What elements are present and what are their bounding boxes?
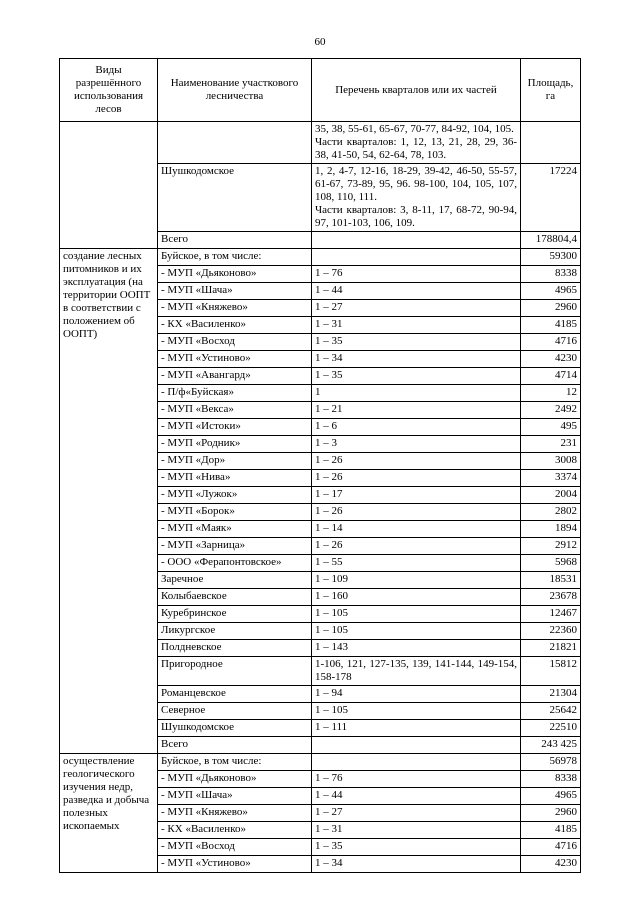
forestry-cell: - МУП «Родник» — [158, 436, 312, 453]
forestry-cell: - ООО «Ферапонтовское» — [158, 555, 312, 572]
forestry-cell: Буйское, в том числе: — [158, 754, 312, 771]
forestry-cell: Куребринское — [158, 606, 312, 623]
header-type: Виды разрешённого использования лесов — [60, 59, 158, 122]
forestry-cell: Северное — [158, 703, 312, 720]
area-cell: 59300 — [521, 249, 581, 266]
area-cell: 4716 — [521, 334, 581, 351]
forestry-cell: - МУП «Зарница» — [158, 538, 312, 555]
forestry-cell: Заречное — [158, 572, 312, 589]
area-cell: 22510 — [521, 720, 581, 737]
quarters-cell: 1 – 76 — [312, 771, 521, 788]
quarters-cell: 1 – 6 — [312, 419, 521, 436]
quarters-cell: 1 – 76 — [312, 266, 521, 283]
quarters-cell: 1 – 26 — [312, 453, 521, 470]
forestry-cell: Шушкодомское — [158, 720, 312, 737]
forestry-cell: Полдневское — [158, 640, 312, 657]
forestry-cell: - МУП «Лужок» — [158, 487, 312, 504]
area-cell: 2912 — [521, 538, 581, 555]
quarters-cell: 1 – 109 — [312, 572, 521, 589]
quarters-cell: 1 – 44 — [312, 788, 521, 805]
quarters-cell: 1 – 44 — [312, 283, 521, 300]
area-cell: 4965 — [521, 283, 581, 300]
quarters-cell: 1 – 34 — [312, 856, 521, 873]
forestry-cell: - МУП «Истоки» — [158, 419, 312, 436]
header-area: Площадь, га — [521, 59, 581, 122]
quarters-cell: 1 – 105 — [312, 703, 521, 720]
area-cell: 21821 — [521, 640, 581, 657]
area-cell: 4965 — [521, 788, 581, 805]
forestry-cell: Ликургское — [158, 623, 312, 640]
forestry-cell: - МУП «Маяк» — [158, 521, 312, 538]
area-cell: 3374 — [521, 470, 581, 487]
forestry-cell: - МУП «Дьяконово» — [158, 771, 312, 788]
area-cell: 4185 — [521, 822, 581, 839]
table-row — [60, 754, 581, 771]
header-forestry: Наименование участкового лесничества — [158, 59, 312, 122]
area-cell: 3008 — [521, 453, 581, 470]
forestry-cell: - МУП «Дьяконово» — [158, 266, 312, 283]
quarters-cell: 1-106, 121, 127-135, 139, 141-144, 149-154, 158-178 — [312, 657, 521, 686]
quarters-cell: 1 – 26 — [312, 470, 521, 487]
forestry-cell: - МУП «Устиново» — [158, 351, 312, 368]
quarters-cell — [312, 737, 521, 754]
forestry-cell: - КХ «Василенко» — [158, 317, 312, 334]
forestry-cell: Колыбаевское — [158, 589, 312, 606]
forestry-cell: - МУП «Нива» — [158, 470, 312, 487]
quarters-cell: 1 – 21 — [312, 402, 521, 419]
category-cell: осуществление геологического изучения недр, разведка и добыча полезных ископаемых — [60, 754, 158, 873]
area-cell: 2004 — [521, 487, 581, 504]
quarters-cell: 1 – 27 — [312, 300, 521, 317]
area-cell: 4716 — [521, 839, 581, 856]
area-cell: 56978 — [521, 754, 581, 771]
forestry-cell: - МУП «Княжево» — [158, 300, 312, 317]
quarters-cell: 1 – 26 — [312, 538, 521, 555]
forestry-cell: - МУП «Шача» — [158, 788, 312, 805]
area-cell: 178804,4 — [521, 232, 581, 249]
quarters-cell: 1 – 31 — [312, 822, 521, 839]
table-header-row — [60, 59, 581, 122]
area-cell: 231 — [521, 436, 581, 453]
area-cell: 2960 — [521, 805, 581, 822]
quarters-cell: 1 – 55 — [312, 555, 521, 572]
header-quarters: Перечень кварталов или их частей — [312, 59, 521, 122]
category-cell — [60, 122, 158, 249]
area-cell: 5968 — [521, 555, 581, 572]
forestry-cell: - МУП «Княжево» — [158, 805, 312, 822]
area-cell: 18531 — [521, 572, 581, 589]
table-row — [60, 122, 581, 164]
quarters-cell: 1 – 111 — [312, 720, 521, 737]
quarters-cell: 1 – 105 — [312, 606, 521, 623]
quarters-cell: 1 – 105 — [312, 623, 521, 640]
area-cell: 2492 — [521, 402, 581, 419]
forestry-cell: - КХ «Василенко» — [158, 822, 312, 839]
forestry-cell: - МУП «Авангард» — [158, 368, 312, 385]
area-cell: 4230 — [521, 856, 581, 873]
area-cell: 15812 — [521, 657, 581, 686]
quarters-cell: 1 – 35 — [312, 839, 521, 856]
page-number: 60 — [314, 36, 326, 48]
area-cell: 4185 — [521, 317, 581, 334]
forestry-cell: Романцевское — [158, 686, 312, 703]
forestry-cell: - П/ф«Буйская» — [158, 385, 312, 402]
quarters-cell: 1 – 35 — [312, 334, 521, 351]
area-cell: 8338 — [521, 266, 581, 283]
forestry-cell: Буйское, в том числе: — [158, 249, 312, 266]
quarters-cell: 1 – 143 — [312, 640, 521, 657]
quarters-cell: 1 – 160 — [312, 589, 521, 606]
quarters-cell: 1 – 17 — [312, 487, 521, 504]
area-cell: 2960 — [521, 300, 581, 317]
quarters-cell — [312, 232, 521, 249]
quarters-cell: 1 – 14 — [312, 521, 521, 538]
area-cell: 17224 — [521, 164, 581, 232]
forestry-cell: - МУП «Устиново» — [158, 856, 312, 873]
area-cell: 495 — [521, 419, 581, 436]
quarters-cell: 1 – 31 — [312, 317, 521, 334]
forestry-cell: Пригородное — [158, 657, 312, 686]
area-cell — [521, 122, 581, 164]
forestry-cell: - МУП «Векса» — [158, 402, 312, 419]
area-cell: 25642 — [521, 703, 581, 720]
area-cell: 4714 — [521, 368, 581, 385]
area-cell: 12467 — [521, 606, 581, 623]
quarters-cell: 1 – 3 — [312, 436, 521, 453]
quarters-cell — [312, 754, 521, 771]
forestry-cell — [158, 122, 312, 164]
quarters-cell: 1, 2, 4-7, 12-16, 18-29, 39-42, 46-50, 55-57, 61-67, 73-89, 95, 96. 98-100, 104, 105, 107, 108, 110, 111. Части кварталов: 3, 8-11, 17, 68-72, 90-94, 97, 101-103, 106, 109. — [312, 164, 521, 232]
forestry-cell: - МУП «Шача» — [158, 283, 312, 300]
quarters-cell: 35, 38, 55-61, 65-67, 70-77, 84-92, 104, 105. Части кварталов: 1, 12, 13, 21, 28, 29, 36-38, 41-50, 54, 62-64, 78, 103. — [312, 122, 521, 164]
area-cell: 21304 — [521, 686, 581, 703]
quarters-cell: 1 – 35 — [312, 368, 521, 385]
quarters-cell: 1 – 27 — [312, 805, 521, 822]
area-cell: 22360 — [521, 623, 581, 640]
area-cell: 1894 — [521, 521, 581, 538]
forestry-cell: - МУП «Восход — [158, 839, 312, 856]
area-cell: 243 425 — [521, 737, 581, 754]
forestry-cell: Всего — [158, 737, 312, 754]
area-cell: 8338 — [521, 771, 581, 788]
forestry-cell: - МУП «Борок» — [158, 504, 312, 521]
forestry-cell: Всего — [158, 232, 312, 249]
quarters-cell — [312, 249, 521, 266]
forestry-cell: - МУП «Дор» — [158, 453, 312, 470]
forest-use-table — [59, 58, 581, 873]
quarters-cell: 1 – 34 — [312, 351, 521, 368]
forestry-cell: Шушкодомское — [158, 164, 312, 232]
area-cell: 4230 — [521, 351, 581, 368]
category-cell: создание лесных питомников и их эксплуатация (на территории ООПТ в соответствии с положением об ООПТ) — [60, 249, 158, 754]
table-row — [60, 249, 581, 266]
area-cell: 2802 — [521, 504, 581, 521]
forestry-cell: - МУП «Восход — [158, 334, 312, 351]
quarters-cell: 1 – 94 — [312, 686, 521, 703]
quarters-cell: 1 – 26 — [312, 504, 521, 521]
quarters-cell: 1 — [312, 385, 521, 402]
area-cell: 12 — [521, 385, 581, 402]
area-cell: 23678 — [521, 589, 581, 606]
